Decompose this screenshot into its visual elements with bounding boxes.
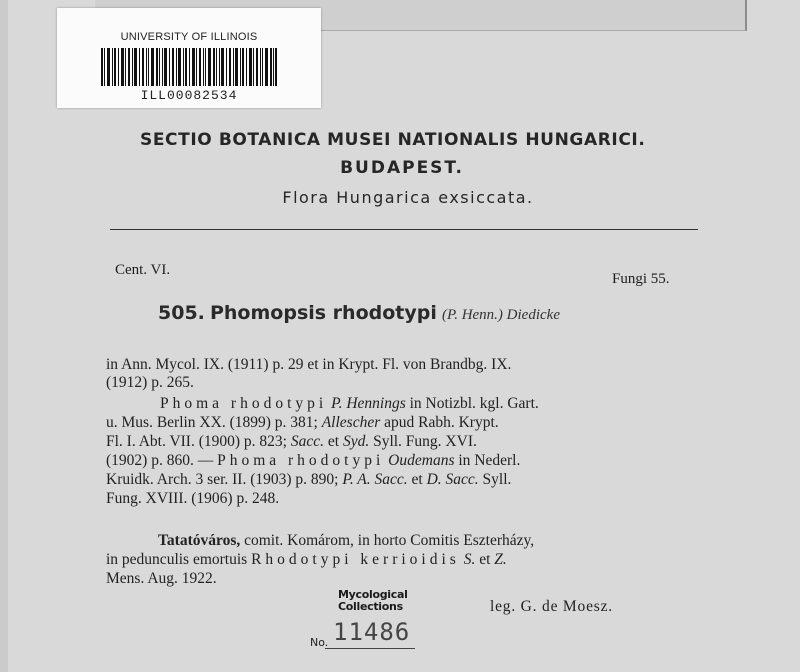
citation-text: Fl. I. Abt. VII. (1900) p. 823;	[106, 433, 287, 450]
locality-line-2	[106, 551, 507, 569]
author-name: Sacc.	[290, 433, 324, 450]
author-name: Oudemans	[388, 452, 455, 469]
species-name: Phomopsis rhodotypi	[209, 302, 437, 324]
fungi-number: Fungi 55.	[612, 271, 670, 287]
accession-underline	[325, 648, 415, 649]
accession-number: 11486	[333, 618, 411, 646]
species-authority: (P. Henn.) Diedicke	[441, 307, 560, 323]
stamp-line-2: Collections	[338, 600, 403, 613]
citation-text: in Notizbl. kgl. Gart.	[409, 395, 539, 412]
barcode-label	[57, 8, 321, 108]
city-heading: BUDAPEST.	[340, 158, 464, 178]
locality-text: in pedunculis emortuis	[106, 551, 248, 568]
citation-text: et	[411, 471, 423, 488]
number-label: No.	[310, 636, 329, 649]
author-name: Z.	[494, 551, 507, 568]
barcode-graphic	[101, 48, 277, 86]
synonym-name: Phoma rhodotypi	[160, 395, 328, 412]
host-name: Rhodotypi kerrioidis	[251, 551, 460, 568]
barcode-number: ILL00082534	[140, 88, 238, 103]
author-name: Allescher	[321, 414, 381, 431]
citation-text: u. Mus. Berlin XX. (1899) p. 381;	[106, 414, 318, 431]
citation-line-5	[106, 433, 477, 451]
citation-text: Syll. Fung. XVI.	[373, 433, 477, 450]
series-title: Flora Hungarica exsiccata.	[282, 188, 534, 207]
collection-date: Mens. Aug. 1922.	[106, 570, 217, 587]
century-number: Cent. VI.	[115, 262, 171, 278]
sheet-edge	[0, 0, 8, 672]
author-name: Syd.	[342, 433, 370, 450]
citation-text: apud Rabh. Krypt.	[384, 414, 499, 431]
locality-name: Tatatóváros,	[158, 532, 241, 549]
citation-text: (1902) p. 860. —	[106, 452, 214, 469]
citation-line-6	[106, 452, 520, 470]
citation-line-7	[106, 471, 511, 489]
synonym-name: Phoma rhodotypi	[217, 452, 385, 469]
institution-name: UNIVERSITY OF ILLINOIS	[120, 31, 258, 43]
collection-stamp	[338, 589, 408, 613]
citation-text: in Nederl.	[458, 452, 521, 469]
author-name: P. Hennings	[331, 395, 406, 412]
citation-line-8: Fung. XVIII. (1906) p. 248.	[106, 490, 280, 507]
stamp-line-1: Mycological	[338, 588, 408, 601]
species-title	[158, 302, 560, 324]
author-name: D. Sacc.	[426, 471, 479, 488]
museum-heading: SECTIO BOTANICA MUSEI NATIONALIS HUNGARICI.	[140, 130, 646, 150]
citation-text: Syll.	[482, 471, 512, 488]
locality-text: comit. Komárom, in horto Comitis Eszterházy,	[244, 532, 535, 549]
header-divider	[110, 229, 698, 230]
exsiccata-number: 505.	[158, 302, 205, 324]
citation-text: et	[327, 433, 340, 450]
author-name: S.	[463, 551, 476, 568]
citation-line-2: (1912) p. 265.	[106, 374, 194, 391]
citation-line-4	[106, 414, 499, 432]
citation-text: Kruidk. Arch. 3 ser. II. (1903) p. 890;	[106, 471, 339, 488]
author-name: P. A. Sacc.	[342, 471, 408, 488]
citation-line-3	[160, 395, 539, 413]
collector-name: leg. G. de Moesz.	[490, 598, 613, 615]
locality-line-1	[158, 532, 534, 550]
locality-text: et	[479, 551, 491, 568]
citation-line-1: in Ann. Mycol. IX. (1911) p. 29 et in Krypt. Fl. von Brandbg. IX.	[106, 356, 512, 373]
